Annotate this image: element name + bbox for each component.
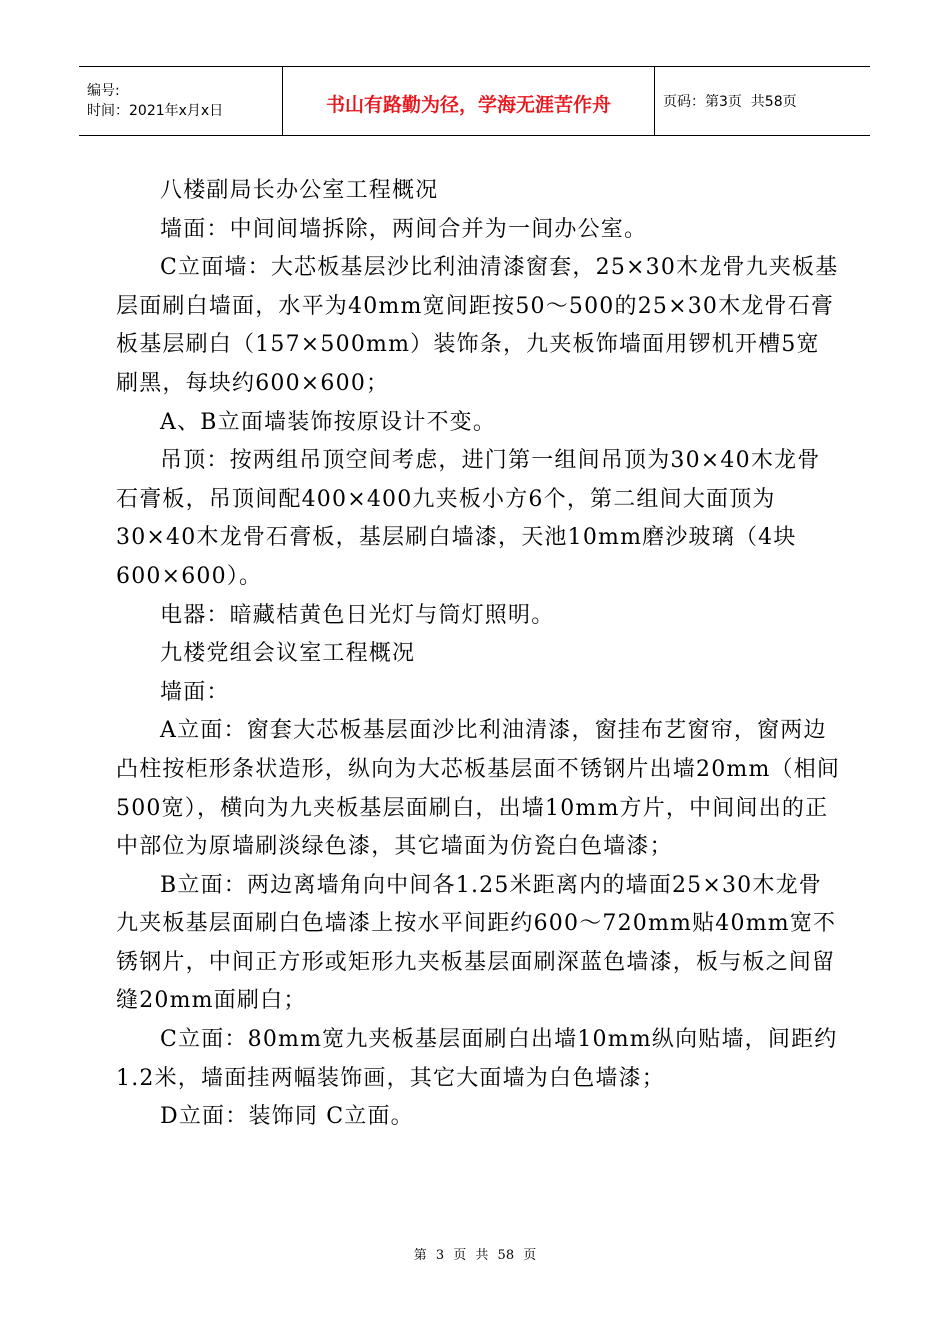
header-page-cell [655,67,870,135]
section-title-8f: 八楼副局长办公室工程概况 [160,178,439,203]
paragraph-b-elevation: B立面：两边离墙角向中间各1.25米距离内的墙面25×30木龙骨九夹板基层面刷白色墙漆上按水平间距约600～720mm贴40mm宽不锈钢片，中间正方形或矩形九夹板基层面刷深蓝色墙漆，板与板之间留缝20mm面刷白； [116,872,837,1014]
paragraph-ab-wall: A、B立面墙装饰按原设计不变。 [160,409,497,435]
section-title-9f: 九楼党组会议室工程概况 [160,641,416,667]
header-meta [79,67,283,135]
paragraph-d-elevation: D立面：装饰同 C立面。 [160,1104,414,1130]
paragraph-a-elevation: A立面：窗套大芯板基层面沙比利油清漆，窗挂布艺窗帘，窗两边凸柱按柜形条状造形，纵向为大芯板基层面不锈钢片出墙20mm（相间500宽），横向为九夹板基层面刷白，出墙10mm方片，中间间出的正中部位为原墙刷淡绿色漆，其它墙面为仿瓷白色墙漆； [116,718,841,860]
document-number-label: 编号: [87,83,120,99]
paragraph-wall: 墙面：中间间墙拆除，两间合并为一间办公室。 [160,216,648,242]
paragraph-c-wall: C立面墙：大芯板基层沙比利油清漆窗套，25×30木龙骨九夹板基层面刷白墙面，水平为40mm宽间距按50～500的25×30木龙骨石膏板基层刷白（157×500mm）装饰条，九夹板饰墙面用锣机开槽5宽刷黑，每块约600×600； [116,255,839,396]
document-date: 时间：2021年x月x日 [87,103,224,119]
header-motto: 书山有路勤为径，学海无涯苦作舟 [325,93,611,116]
paragraph-electric: 电器：暗藏桔黄色日光灯与筒灯照明。 [160,602,555,628]
paragraph-wall-label: 墙面： [160,679,230,705]
page-footer: 第 3 页 共 58 页 [413,1248,537,1263]
page-header [79,66,870,136]
document-body [116,172,842,1137]
header-motto-cell [283,67,655,135]
paragraph-c-elevation: C立面：80mm宽九夹板基层面刷白出墙10mm纵向贴墙，间距约1.2米，墙面挂两幅装饰画，其它大面墙为白色墙漆； [116,1027,838,1091]
header-page-info: 页码：第3页 共58页 [663,94,797,110]
paragraph-ceiling: 吊顶：按两组吊顶空间考虑，进门第一组间吊顶为30×40木龙骨石膏板，吊顶间配400×400九夹板小方6个，第二组间大面顶为30×40木龙骨石膏板，基层刷白墙漆，天池10mm磨沙玻璃（4块600×600）。 [116,448,821,589]
